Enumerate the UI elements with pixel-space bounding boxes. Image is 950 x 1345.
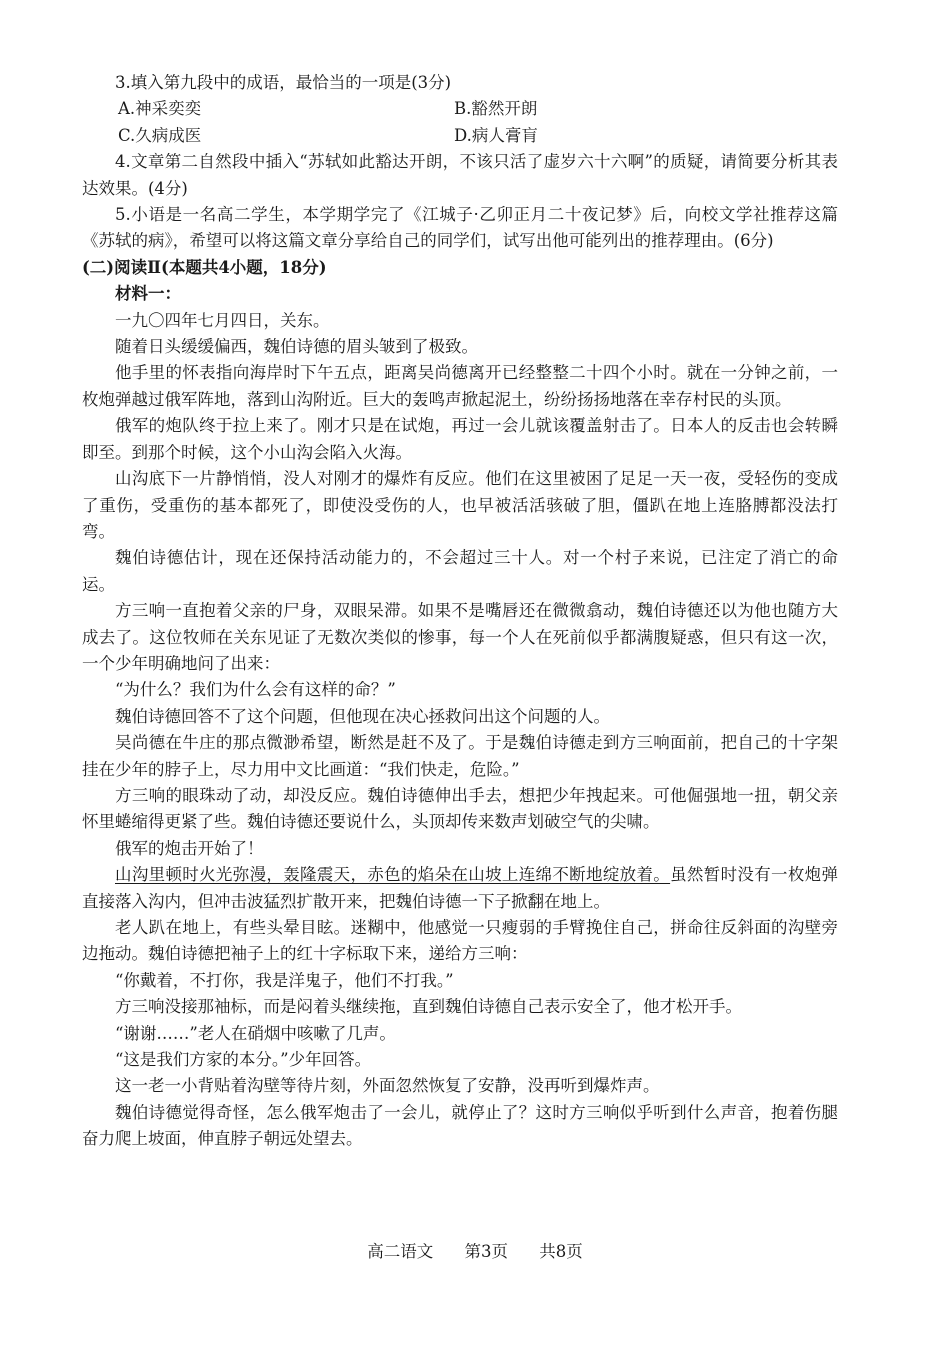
passage-paragraph: “这是我们方家的本分。”少年回答。 xyxy=(115,1050,372,1070)
paragraph-continuation: 虽然暂时没有一枚炮弹直接落入沟内，但冲击波猛烈扩散开来，把魏伯诗德一下子掀翻在地上。 xyxy=(82,865,839,911)
question-5: 5.小语是一名高二学生，本学期学完了《江城子·乙卯正月二十夜记梦》后，向校文学社推荐这篇《苏轼的病》，希望可以将这篇文章分享给自己的同学们，试写出他可能列出的推荐理由。(6分) xyxy=(82,205,838,251)
passage-paragraph: 吴尚德在牛庄的那点微渺希望，断然是赶不及了。于是魏伯诗德走到方三响面前，把自己的十字架挂在少年的脖子上，尽力用中文比画道：“我们快走，危险。” xyxy=(82,733,838,779)
passage-paragraph: “谢谢……”老人在硝烟中咳嗽了几声。 xyxy=(115,1023,396,1043)
option-a: A.神采奕奕 xyxy=(118,99,202,119)
underlined-sentence: 山沟里顿时火光弥漫，轰隆震天，赤色的焰朵在山坡上连绵不断地绽放着。 xyxy=(115,865,671,885)
question-4: 4.文章第二自然段中插入“苏轼如此豁达开朗，不该只活了虚岁六十六啊”的质疑，请简要分析其表达效果。(4分) xyxy=(82,152,838,198)
passage-paragraph: 魏伯诗德回答不了这个问题，但他现在决心拯救问出这个问题的人。 xyxy=(115,706,610,726)
passage-paragraph: 他手里的怀表指向海岸时下午五点，距离吴尚德离开已经整整二十四个小时。就在一分钟之前，一枚炮弹越过俄军阵地，落到山沟附近。巨大的轰鸣声掀起泥土，纷纷扬扬地落在幸存村民的头顶。 xyxy=(82,363,838,409)
passage-paragraph: 方三响的眼珠动了动，却没反应。魏伯诗德伸出手去，想把少年拽起来。可他倔强地一扭，朝父亲怀里蜷缩得更紧了些。魏伯诗德还要说什么，头顶却传来数声划破空气的尖啸。 xyxy=(82,785,838,832)
passage-paragraph: 魏伯诗德估计，现在还保持活动能力的，不会超过三十人。对一个村子来说，已注定了消亡的命运。 xyxy=(82,548,838,594)
passage-paragraph: “为什么？我们为什么会有这样的命？” xyxy=(115,680,396,700)
question-3-options-row-1 xyxy=(118,96,838,122)
passage-paragraph: 方三响没接那袖标，而是闷着头继续拖，直到魏伯诗德自己表示安全了，他才松开手。 xyxy=(115,997,742,1017)
passage-paragraph: 老人趴在地上，有些头晕目眩。迷糊中，他感觉一只瘦弱的手臂挽住自己，拼命往反斜面的沟壁旁边拖动。魏伯诗德把袖子上的红十字标取下来，递给方三响： xyxy=(82,918,838,964)
page-footer xyxy=(0,1238,950,1262)
question-3-stem: 3.填入第九段中的成语，最恰当的一项是(3分) xyxy=(115,73,452,92)
passage-paragraph: 方三响一直抱着父亲的尸身，双眼呆滞。如果不是嘴唇还在微微翕动，魏伯诗德还以为他也随方大成去了。这位牧师在关东见证了无数次类似的惨事，每一个人在死前似乎都满腹疑惑，但只有这一次，一个少年明确地问了出来： xyxy=(82,601,838,673)
material-1-label: 材料一： xyxy=(115,284,181,304)
option-b: B.豁然开朗 xyxy=(454,99,538,119)
option-c: C.久病成医 xyxy=(118,125,202,145)
passage-paragraph: “你戴着，不打你，我是洋鬼子，他们不打我。” xyxy=(115,970,454,990)
passage-paragraph: 魏伯诗德觉得奇怪，怎么俄军炮击了一会儿，就停止了？这时方三响似乎听到什么声音，抱着伤腿奋力爬上坡面，伸直脖子朝远处望去。 xyxy=(82,1102,838,1149)
footer-subject: 高二语文 xyxy=(367,1242,434,1261)
question-3-options-row-2 xyxy=(118,123,838,149)
passage-paragraph: 山沟底下一片静悄悄，没人对刚才的爆炸有反应。他们在这里被困了足足一天一夜，受轻伤的变成了重伤，受重伤的基本都死了，即使没受伤的人，也早被活活骇破了胆，僵趴在地上连胳膊都没法打弯。 xyxy=(82,469,838,541)
passage-paragraph: 一九〇四年七月四日，关东。 xyxy=(115,310,330,330)
passage-paragraph-underlined xyxy=(82,862,838,915)
text-column xyxy=(82,70,838,1153)
footer-total-pages: 共8页 xyxy=(539,1242,583,1261)
section-2-heading: (二)阅读Ⅱ(本题共4小题，18分) xyxy=(82,257,327,277)
passage-paragraph: 随着日头缓缓偏西，魏伯诗德的眉头皱到了极致。 xyxy=(115,337,478,357)
passage-paragraph: 这一老一小背贴着沟壁等待片刻，外面忽然恢复了安静，没再听到爆炸声。 xyxy=(115,1076,660,1096)
option-d: D.病人膏肓 xyxy=(454,125,538,145)
passage-paragraph: 俄军的炮击开始了！ xyxy=(115,838,264,858)
passage-paragraph: 俄军的炮队终于拉上来了。刚才只是在试炮，再过一会儿就该覆盖射击了。日本人的反击也会转瞬即至。到那个时候，这个小山沟会陷入火海。 xyxy=(82,416,838,462)
footer-page-number: 第3页 xyxy=(464,1242,508,1261)
